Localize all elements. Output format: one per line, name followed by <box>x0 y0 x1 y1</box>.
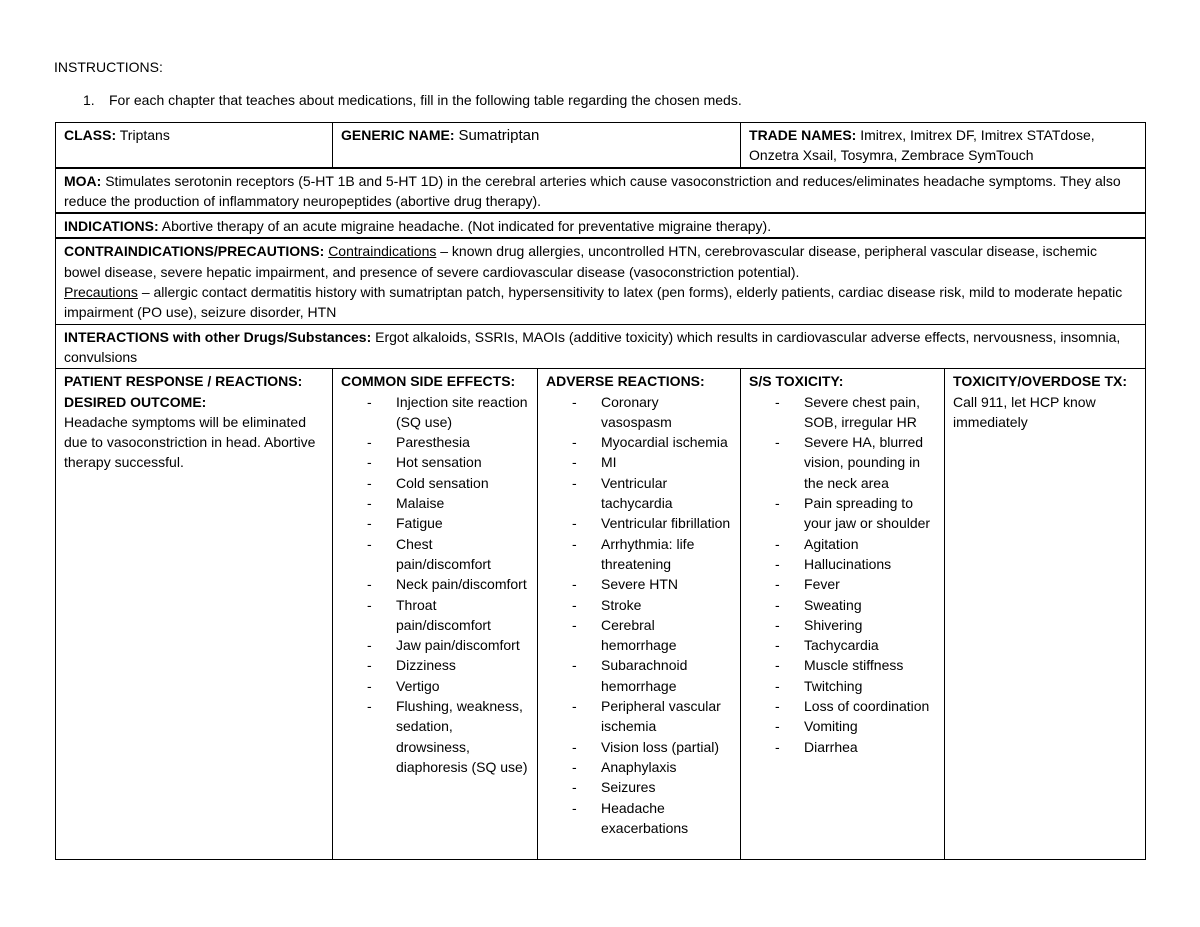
adverse-reactions-cell <box>538 369 741 860</box>
list-item: - Ventricular tachycardia <box>546 473 732 514</box>
list-item: - Anaphylaxis <box>546 757 732 777</box>
list-item: - Vision loss (partial) <box>546 737 732 757</box>
list-item: - Myocardial ischemia <box>546 432 732 452</box>
patient-response-label: PATIENT RESPONSE / REACTIONS: <box>64 373 303 390</box>
details-row <box>56 369 1146 860</box>
list-item: - Fatigue <box>341 513 529 533</box>
interactions-cell <box>56 324 1146 369</box>
contra-heading: CONTRAINDICATIONS/PRECAUTIONS: <box>64 243 325 260</box>
contraindications-cell <box>56 238 1146 324</box>
drug-name-row <box>56 123 1146 168</box>
list-item: - Shivering <box>749 615 936 635</box>
contraindications-row <box>56 238 1146 324</box>
side-effects-cell <box>333 369 538 860</box>
list-item: - Coronary vasospasm <box>546 392 732 433</box>
indications-row <box>56 213 1146 238</box>
generic-name-cell <box>333 123 741 168</box>
list-item: - Sweating <box>749 595 936 615</box>
indications-cell <box>56 213 1146 238</box>
list-item: - Neck pain/discomfort <box>341 574 529 594</box>
precautions-label: Precautions <box>64 284 138 301</box>
list-item: - Peripheral vascular ischemia <box>546 696 732 737</box>
instruction-step <box>83 92 742 108</box>
step-number: 1. <box>83 92 95 108</box>
contra-label: Contraindications <box>328 243 437 260</box>
list-item: - Diarrhea <box>749 737 936 757</box>
generic-label: GENERIC NAME: <box>341 127 455 143</box>
class-label: CLASS: <box>64 127 117 143</box>
list-item: - Stroke <box>546 595 732 615</box>
desired-outcome-label: DESIRED OUTCOME: <box>64 393 207 410</box>
class-value: Triptans <box>119 127 170 143</box>
toxicity-signs-list <box>749 392 936 757</box>
list-item: - Tachycardia <box>749 635 936 655</box>
list-item: - MI <box>546 452 732 472</box>
list-item: - Vomiting <box>749 716 936 736</box>
list-item: - Muscle stiffness <box>749 655 936 675</box>
moa-label: MOA: <box>64 172 102 189</box>
class-cell <box>56 123 333 168</box>
list-item: - Injection site reaction (SQ use) <box>341 392 529 433</box>
step-text: For each chapter that teaches about medications, fill in the following table regarding the chosen meds. <box>109 92 742 108</box>
list-item: - Flushing, weakness, sedation, drowsiness, diaphoresis (SQ use) <box>341 696 529 777</box>
list-item: - Ventricular fibrillation <box>546 513 732 533</box>
list-item: - Severe chest pain, SOB, irregular HR <box>749 392 936 433</box>
list-item: - Paresthesia <box>341 432 529 452</box>
list-item: - Loss of coordination <box>749 696 936 716</box>
list-item: - Headache exacerbations <box>546 798 732 839</box>
list-item: - Twitching <box>749 676 936 696</box>
overdose-treatment-cell <box>945 369 1146 860</box>
overdose-treatment-value: Call 911, let HCP know immediately <box>953 393 1096 430</box>
list-item: - Hallucinations <box>749 554 936 574</box>
precautions-value: – allergic contact dermatitis history with sumatriptan patch, hypersensitivity to latex (pen forms), elderly patients, cardiac disease risk, mild to moderate hepatic impairment (PO use), seizure disorder, HTN <box>64 284 1123 321</box>
medication-table <box>55 122 1146 860</box>
generic-value: Sumatriptan <box>458 127 540 144</box>
list-item: - Arrhythmia: life threatening <box>546 534 732 575</box>
interactions-value: Ergot alkaloids, SSRIs, MAOIs (additive toxicity) which results in cardiovascular adverse effects, nervousness, insomnia, convulsions <box>64 328 1121 365</box>
trade-label: TRADE NAMES: <box>749 127 857 143</box>
toxicity-signs-cell <box>741 369 945 860</box>
list-item: - Cerebral hemorrhage <box>546 615 732 656</box>
moa-cell <box>56 168 1146 214</box>
desired-outcome-value: Headache symptoms will be eliminated due to vasoconstriction in head. Abortive therapy successful. <box>64 413 316 471</box>
list-item: - Jaw pain/discomfort <box>341 635 529 655</box>
toxicity-signs-label: S/S TOXICITY: <box>749 373 844 390</box>
list-item: - Severe HA, blurred vision, pounding in the neck area <box>749 432 936 493</box>
moa-value: Stimulates serotonin receptors (5-HT 1B and 5-HT 1D) in the cerebral arteries which cause vasoconstriction and reduces/eliminates headache symptoms. They also reduce the production of inflammatory neuropeptides (abortive drug therapy). <box>64 172 1121 209</box>
list-item: - Hot sensation <box>341 452 529 472</box>
adverse-reactions-list <box>546 392 732 839</box>
instructions-heading: INSTRUCTIONS: <box>54 59 163 75</box>
list-item: - Throat pain/discomfort <box>341 595 529 636</box>
moa-row <box>56 168 1146 214</box>
list-item: - Cold sensation <box>341 473 529 493</box>
side-effects-label: COMMON SIDE EFFECTS: <box>341 373 516 390</box>
list-item: - Vertigo <box>341 676 529 696</box>
side-effects-list <box>341 392 529 778</box>
list-item: - Seizures <box>546 777 732 797</box>
indications-value: Abortive therapy of an acute migraine headache. (Not indicated for preventative migraine therapy). <box>161 218 772 235</box>
list-item: - Agitation <box>749 534 936 554</box>
patient-response-cell <box>56 369 333 860</box>
adverse-reactions-label: ADVERSE REACTIONS: <box>546 373 705 390</box>
list-item: - Malaise <box>341 493 529 513</box>
indications-label: INDICATIONS: <box>64 218 159 235</box>
list-item: - Chest pain/discomfort <box>341 534 529 575</box>
list-item: - Dizziness <box>341 655 529 675</box>
interactions-row <box>56 324 1146 369</box>
list-item: - Subarachnoid hemorrhage <box>546 655 732 696</box>
list-item: - Pain spreading to your jaw or shoulder <box>749 493 936 534</box>
trade-value: Imitrex, Imitrex DF, Imitrex STATdose, Onzetra Xsail, Tosymra, Zembrace SymTouch <box>749 127 1095 164</box>
interactions-label: INTERACTIONS with other Drugs/Substances: <box>64 328 372 345</box>
contra-value: – known drug allergies, uncontrolled HTN, cerebrovascular disease, peripheral vascular disease, ischemic bowel disease, severe hepatic impairment, and presence of severe cardiovascular disease (vasoconstriction potential). <box>64 243 1098 280</box>
trade-names-cell <box>741 123 1146 168</box>
list-item: - Severe HTN <box>546 574 732 594</box>
overdose-treatment-label: TOXICITY/OVERDOSE TX: <box>953 373 1128 390</box>
list-item: - Fever <box>749 574 936 594</box>
